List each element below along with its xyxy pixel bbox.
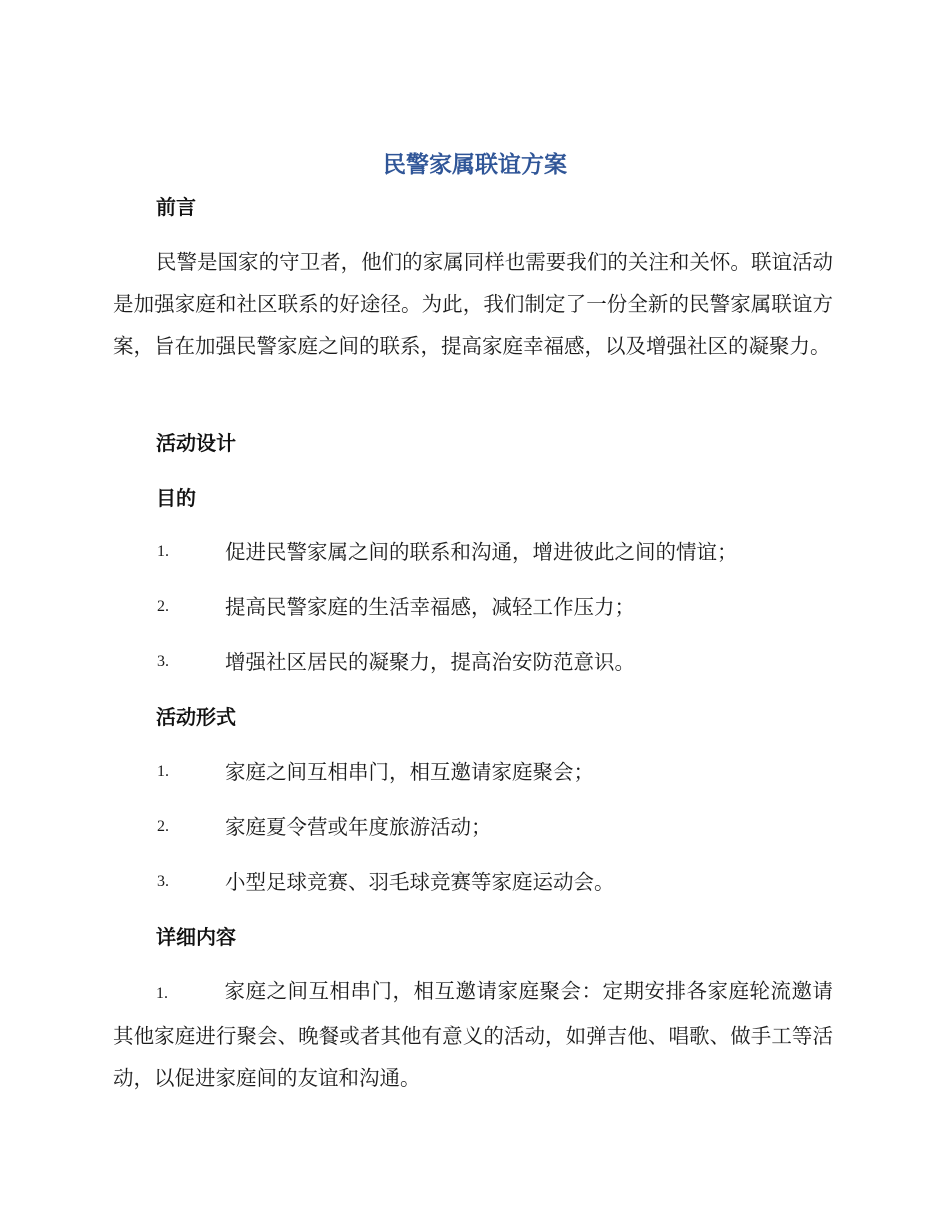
list-number: 2. bbox=[157, 818, 169, 835]
list-number: 3. bbox=[157, 653, 169, 670]
detail-item bbox=[113, 970, 833, 1099]
preface-paragraph: 民警是国家的守卫者，他们的家属同样也需要我们的关注和关怀。联谊活动是加强家庭和社区联系的好途径。为此，我们制定了一份全新的民警家属联谊方案，旨在加强民警家庭之间的联系，提高家庭幸福感，以及增强社区的凝聚力。 bbox=[113, 250, 833, 358]
heading-activity-design: 活动设计 bbox=[156, 431, 236, 455]
heading-details: 详细内容 bbox=[156, 925, 236, 949]
list-text: 家庭夏令营或年度旅游活动； bbox=[225, 815, 492, 839]
list-number: 1. bbox=[157, 543, 169, 560]
list-text: 小型足球竞赛、羽毛球竞赛等家庭运动会。 bbox=[225, 870, 615, 894]
form-item bbox=[157, 757, 837, 787]
purpose-item bbox=[157, 537, 837, 567]
form-item bbox=[157, 867, 837, 897]
form-item bbox=[157, 812, 837, 842]
purpose-item bbox=[157, 647, 837, 677]
list-number: 1. bbox=[157, 763, 169, 780]
document-title: 民警家属联谊方案 bbox=[383, 152, 567, 178]
heading-purpose: 目的 bbox=[156, 486, 196, 510]
list-number: 1. bbox=[156, 985, 168, 1002]
heading-preface: 前言 bbox=[156, 195, 196, 219]
list-text: 促进民警家属之间的联系和沟通，增进彼此之间的情谊； bbox=[225, 540, 738, 564]
list-text: 增强社区居民的凝聚力，提高治安防范意识。 bbox=[225, 650, 635, 674]
list-number: 2. bbox=[157, 598, 169, 615]
detail-text: 家庭之间互相串门，相互邀请家庭聚会：定期安排各家庭轮流邀请其他家庭进行聚会、晚餐或者其他有意义的活动，如弹吉他、唱歌、做手工等活动，以促进家庭间的友谊和沟通。 bbox=[113, 979, 833, 1090]
list-number: 3. bbox=[157, 873, 169, 890]
list-text: 家庭之间互相串门，相互邀请家庭聚会； bbox=[225, 760, 594, 784]
heading-activity-form: 活动形式 bbox=[156, 705, 236, 729]
list-text: 提高民警家庭的生活幸福感，减轻工作压力； bbox=[225, 595, 635, 619]
purpose-item bbox=[157, 592, 837, 622]
